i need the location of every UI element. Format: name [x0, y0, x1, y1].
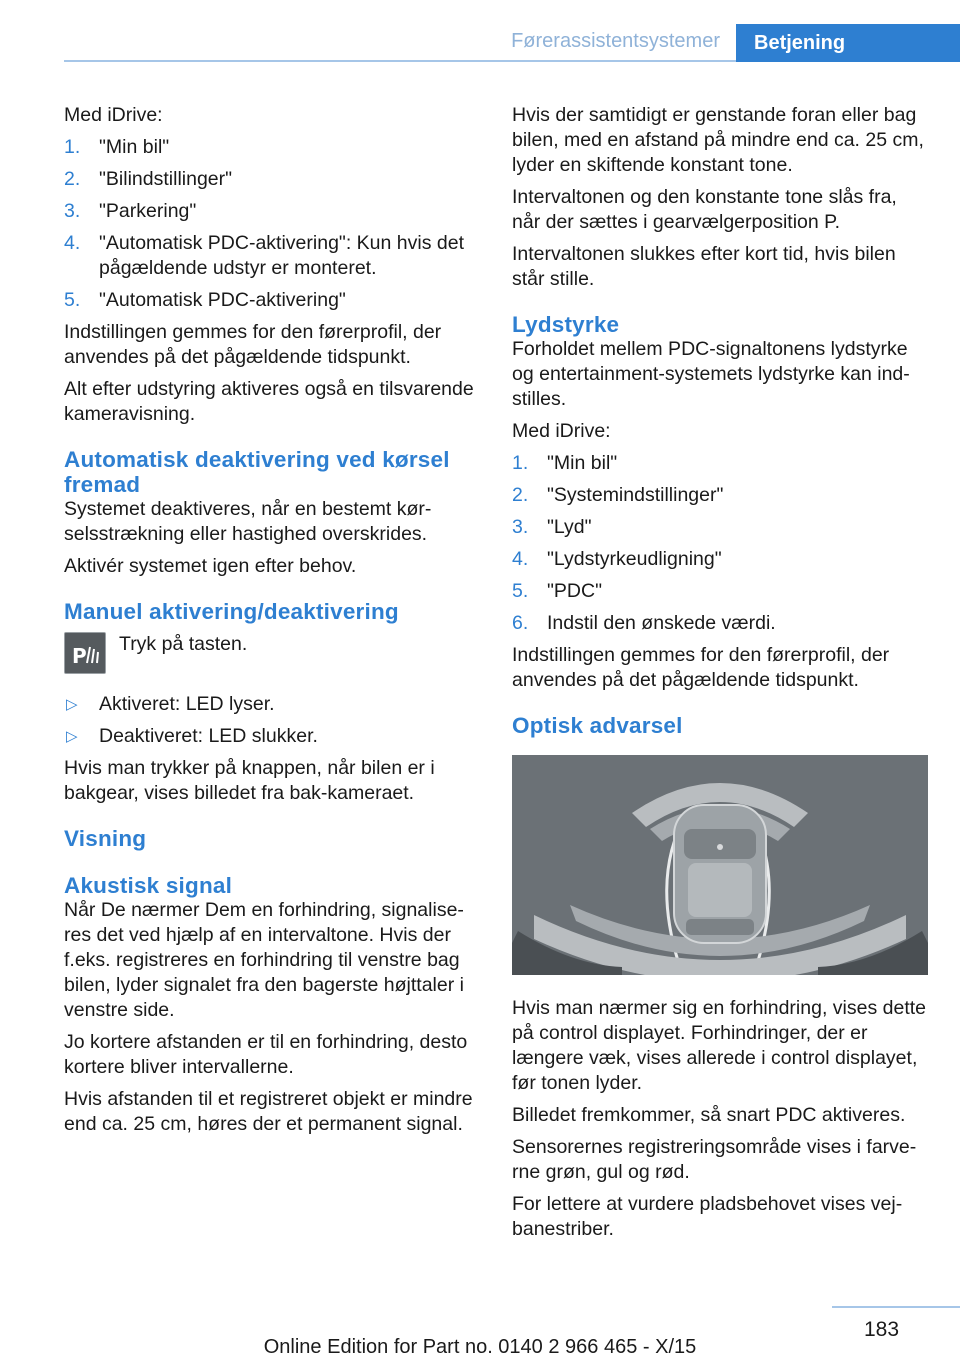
- list-item: [64, 167, 480, 192]
- step-number: 3.: [64, 200, 81, 222]
- list-item: [64, 135, 480, 160]
- pdc-key-instruction: [64, 632, 480, 674]
- bullet-text: Aktiveret: LED lyser.: [99, 693, 275, 715]
- step-number: 4.: [512, 548, 529, 570]
- paragraph: Indstillingen gemmes for den førerprofil, der anvendes på det pågældende tidspunkt.: [512, 644, 890, 691]
- pdc-auto-steps: [64, 135, 480, 313]
- step-text: Indstil den ønskede værdi.: [547, 612, 776, 634]
- pdc-display-illustration: [512, 755, 928, 975]
- step-number: 1.: [512, 452, 529, 474]
- page-number: 183: [864, 1318, 900, 1341]
- paragraph: Billedet fremkommer, så snart PDC aktiveres.: [512, 1104, 906, 1126]
- paragraph: Sensorernes registreringsområde vises i farverne grøn, gul og rød.: [512, 1136, 917, 1183]
- list-item: [64, 231, 480, 281]
- bullet-triangle-icon: ▷: [66, 728, 78, 745]
- edition-footer: Online Edition for Part no. 0140 2 966 465 - X/15: [263, 1336, 697, 1358]
- paragraph: Intervaltonen og den konstante tone slås fra, når der sættes i gearvælgerposition P.: [512, 186, 897, 233]
- header-section-title: Førerassistentsystemer: [511, 30, 720, 52]
- svg-text:P: P: [72, 644, 87, 668]
- list-item: [512, 451, 928, 476]
- key-instruction-text: Tryk på tasten.: [119, 633, 248, 655]
- step-text: "Parkering": [99, 200, 197, 222]
- paragraph: Hvis der samtidigt er genstande foran eller bag bilen, med en afstand på mindre end ca. 25 cm, lyder en skiftende konstant tone.: [512, 104, 924, 176]
- heading-display: Visning: [64, 826, 147, 851]
- right-column: [512, 103, 928, 1249]
- list-item: [64, 692, 480, 717]
- paragraph: Hvis man trykker på knappen, når bilen er i bakgear, vises billedet fra bak-kameraet.: [64, 757, 435, 804]
- paragraph: Aktivér systemet igen efter behov.: [64, 555, 357, 577]
- step-text: "Lyd": [547, 516, 592, 538]
- heading-optical-warning: Optisk advarsel: [512, 713, 683, 738]
- step-number: 3.: [512, 516, 529, 538]
- paragraph: Hvis afstanden til et registreret objekt er mindre end ca. 25 cm, høres der et permanent signal.: [64, 1088, 473, 1135]
- paragraph: Jo kortere afstanden er til en forhindring, desto kortere bliver intervallerne.: [64, 1031, 468, 1078]
- list-item: [512, 483, 928, 508]
- step-text: "Lydstyrkeudligning": [547, 548, 722, 570]
- left-column: [64, 103, 480, 1144]
- step-text: "Systemindstillinger": [547, 484, 724, 506]
- header-chapter-tab: Betjening: [736, 24, 960, 62]
- footer-rule: [832, 1306, 960, 1308]
- step-number: 2.: [512, 484, 529, 506]
- bullet-triangle-icon: ▷: [66, 696, 78, 713]
- step-text: "Automatisk PDC-aktivering": Kun hvis det pågældende udstyr er monteret.: [99, 232, 464, 279]
- paragraph: Hvis man nærmer sig en forhindring, vises dette på control displayet. Forhindringer, der er længere væk, vises allerede i control displayet, før tonen lyder.: [512, 997, 927, 1094]
- paragraph: Intervaltonen slukkes efter kort tid, hvis bilen står stille.: [512, 243, 896, 290]
- list-item: [64, 199, 480, 224]
- step-number: 4.: [64, 232, 81, 254]
- list-item: [512, 547, 928, 572]
- list-item: [512, 579, 928, 604]
- pdc-button-icon: [64, 632, 106, 674]
- step-number: 5.: [64, 289, 81, 311]
- step-number: 6.: [512, 612, 529, 634]
- bullet-text: Deaktiveret: LED slukker.: [99, 725, 318, 747]
- idrive-intro: Med iDrive:: [512, 420, 611, 442]
- step-number: 2.: [64, 168, 81, 190]
- heading-volume: Lydstyrke: [512, 312, 620, 337]
- idrive-intro: Med iDrive:: [64, 104, 163, 126]
- step-text: "Min bil": [99, 136, 170, 158]
- step-text: "Min bil": [547, 452, 618, 474]
- paragraph: Alt efter udstyring aktiveres også en tilsvarende kameravisning.: [64, 378, 474, 425]
- volume-steps: [512, 451, 928, 636]
- paragraph: Forholdet mellem PDC-signaltonens lydstyrke og entertainment-systemets lydstyrke kan indstilles.: [512, 338, 910, 410]
- list-item: [512, 515, 928, 540]
- paragraph: For lettere at vurdere pladsbehovet vises vejbanestriber.: [512, 1193, 903, 1240]
- step-text: "Automatisk PDC-aktivering": [99, 289, 346, 311]
- heading-manual-activation: Manuel aktivering/deaktivering: [64, 599, 399, 624]
- paragraph: Indstillingen gemmes for den førerprofil, der anvendes på det pågældende tidspunkt.: [64, 321, 442, 368]
- step-number: 1.: [64, 136, 81, 158]
- list-item: [64, 724, 480, 749]
- list-item: [64, 288, 480, 313]
- led-status-list: [64, 692, 480, 749]
- heading-auto-deactivation: Automatisk deaktivering ved kørsel fremad: [64, 447, 450, 497]
- list-item: [512, 611, 928, 636]
- step-number: 5.: [512, 580, 529, 602]
- step-text: "PDC": [547, 580, 603, 602]
- step-text: "Bilindstillinger": [99, 168, 233, 190]
- paragraph: Systemet deaktiveres, når en bestemt kørselsstrækning eller hastighed overskrides.: [64, 498, 432, 545]
- paragraph: Når De nærmer Dem en forhindring, signaliseres det ved hjælp af en intervaltone. Hvis der f.eks. registreres en forhindring til venstre bag bilen, lyder signalet fra den bagerste højttaler i venstre side.: [64, 899, 464, 1021]
- heading-acoustic-signal: Akustisk signal: [64, 873, 233, 898]
